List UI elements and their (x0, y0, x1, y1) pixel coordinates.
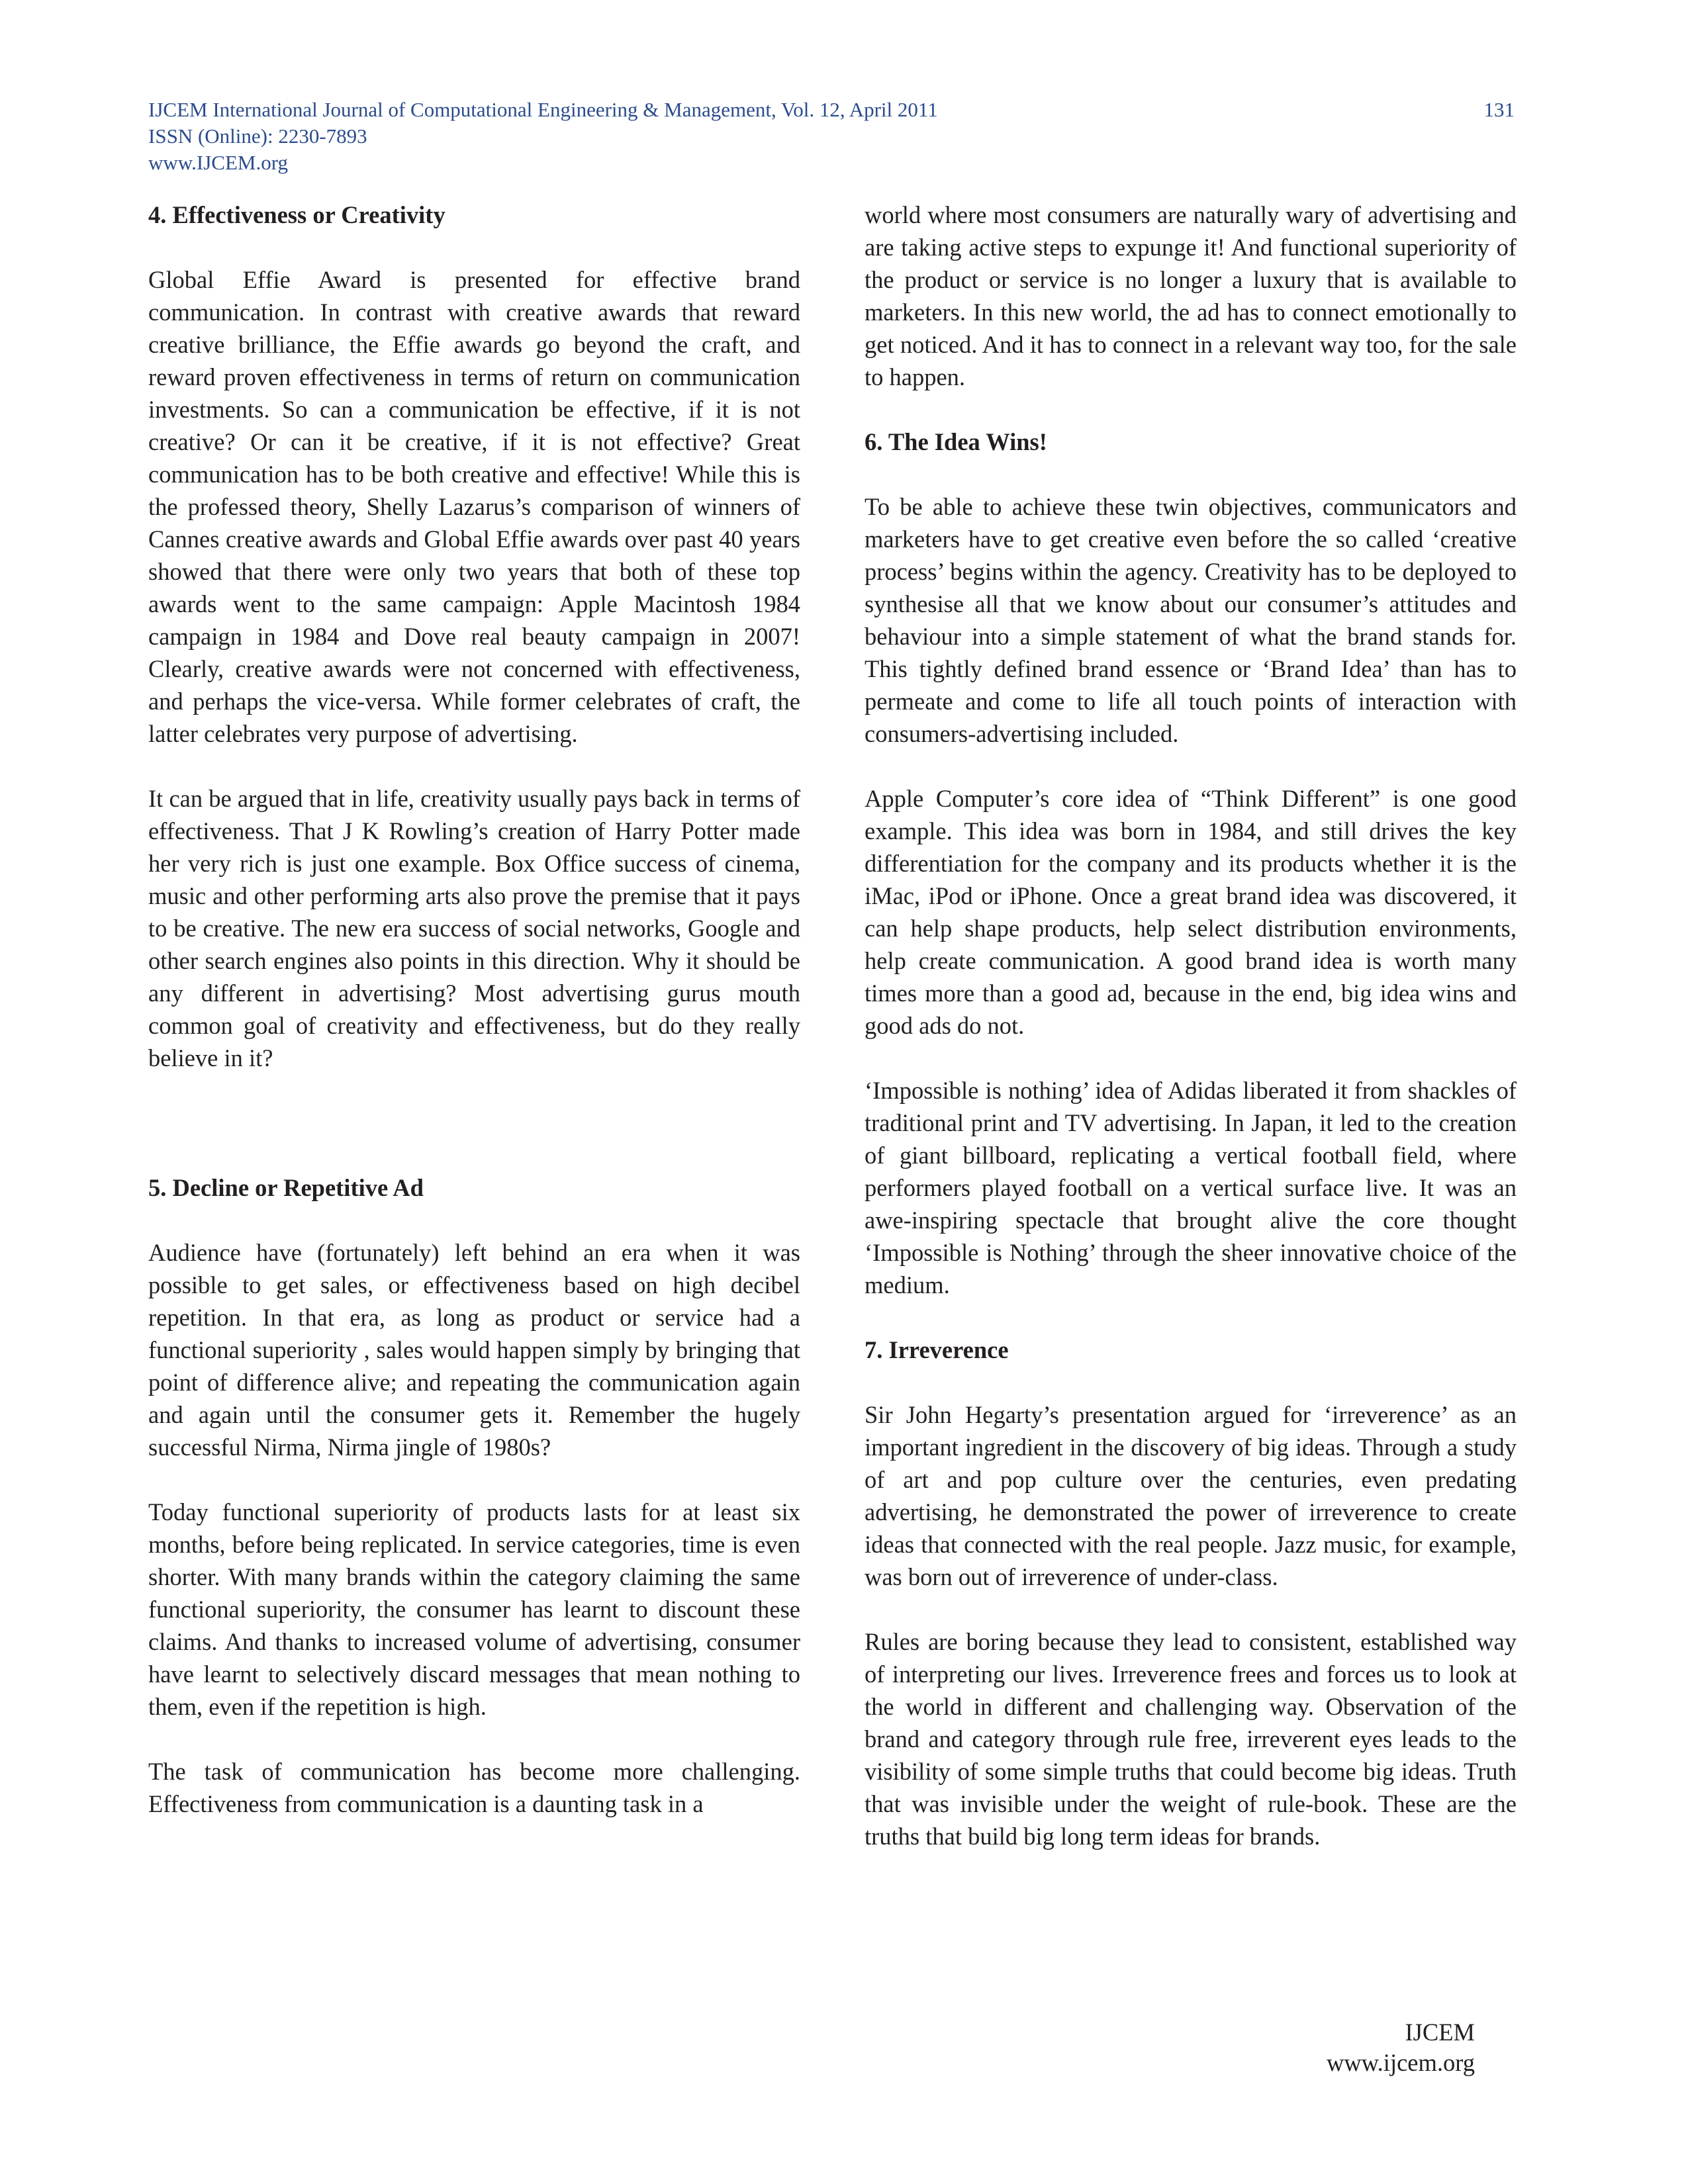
section-4-paragraph-1: Global Effie Award is presented for effective brand communication. In contrast with creative awards that reward creative brilliance, the Effie awards go beyond the craft, and reward proven effectiveness in terms of return on communication investments. So can a communication be effective, if it is not creative? Or can it be creative, if it is not effective? Great communication has to be both creative and effective! While this is the professed theory, Shelly Lazarus’s comparison of winners of Cannes creative awards and Global Effie awards over past 40 years showed that there were only two years that both of these top awards went to the same campaign: Apple Macintosh 1984 campaign in 1984 and Dove real beauty campaign in 2007! Clearly, creative awards were not concerned with effectiveness, and perhaps the vice-versa. While former celebrates of craft, the latter celebrates very purpose of advertising. (148, 266, 800, 747)
section-5-paragraph-2: Today functional superiority of products lasts for at least six months, before being replicated. In service categories, time is even shorter. With many brands within the category claiming the same functional superiority, the consumer has learnt to discount these claims. And thanks to increased volume of advertising, consumer have learnt to selectively discard messages that mean nothing to them, even if the repetition is high. (148, 1498, 800, 1720)
website-line[interactable]: www.IJCEM.org (148, 151, 288, 174)
section-5-heading: 5. Decline or Repetitive Ad (148, 1174, 424, 1201)
issn-line: ISSN (Online): 2230-7893 (148, 124, 367, 148)
page-number: 131 (1483, 98, 1515, 121)
section-6-paragraph-3: ‘Impossible is nothing’ idea of Adidas liberated it from shackles of traditional print and TV advertising. In Japan, it led to the creation of giant billboard, replicating a vertical football field, where performers played football on a vertical surface live. It was an awe-inspiring spectacle that brought alive the core thought ‘Impossible is Nothing’ through the sheer innovative choice of the medium. (865, 1077, 1517, 1298)
running-header (148, 97, 1515, 176)
section-6-heading: 6. The Idea Wins! (865, 428, 1047, 455)
footer-website[interactable]: www.ijcem.org (1326, 2049, 1475, 2076)
section-6-paragraph-1: To be able to achieve these twin objectives, communicators and marketers have to get creative even before the so called ‘creative process’ begins within the agency. Creativity has to be deployed to synthesise all that we know about our consumer’s attitudes and behaviour into a simple statement of what the brand stands for. This tightly defined brand essence or ‘Brand Idea’ than has to permeate and come to life all touch points of interaction with consumers-advertising included. (865, 493, 1517, 747)
section-5-paragraph-3: The task of communication has become more challenging. Effectiveness from communication is a daunting task in a (148, 1758, 800, 1817)
section-4-heading: 4. Effectiveness or Creativity (148, 201, 445, 228)
section-7-paragraph-1: Sir John Hegarty’s presentation argued for ‘irreverence’ as an important ingredient in the discovery of big ideas. Through a study of art and pop culture over the centuries, even predating advertising, he demonstrated the power of irreverence to create ideas that connected with the real people. Jazz music, for example, was born out of irreverence of under-class. (865, 1401, 1517, 1590)
right-column (865, 199, 1517, 1885)
section-5-paragraph-1: Audience have (fortunately) left behind an era when it was possible to get sales, or effectiveness based on high decibel repetition. In that era, as long as product or service had a functional superiority , sales would happen simply by bringing that point of difference alive; and repeating the communication again and again until the consumer gets it. Remember the hugely successful Nirma, Nirma jingle of 1980s? (148, 1239, 800, 1461)
journal-title-line: IJCEM International Journal of Computational Engineering & Management, Vol. 12, April 2011 (148, 98, 938, 121)
page-footer (1327, 2017, 1475, 2078)
section-6-paragraph-2: Apple Computer’s core idea of “Think Different” is one good example. This idea was born in 1984, and still drives the key differentiation for the company and its products whether it is the iMac, iPod or iPhone. Once a great brand idea was discovered, it can help shape products, help select distribution environments, help create communication. A good brand idea is worth many times more than a good ad, because in the end, big idea wins and good ads do not. (865, 785, 1517, 1039)
section-spacer (148, 1107, 800, 1171)
section-7-heading: 7. Irreverence (865, 1336, 1009, 1363)
section-4-paragraph-2: It can be argued that in life, creativity usually pays back in terms of effectiveness. That J K Rowling’s creation of Harry Potter made her very rich is just one example. Box Office success of cinema, music and other performing arts also prove the premise that it pays to be creative. The new era success of social networks, Google and other search engines also points in this direction. Why it should be any different in advertising? Most advertising gurus mouth common goal of creativity and effectiveness, but do they really believe in it? (148, 785, 800, 1071)
section-5-paragraph-3-continued: world where most consumers are naturally wary of advertising and are taking active steps to expunge it! And functional superiority of the product or service is no longer a luxury that is available to marketers. In this new world, the ad has to connect emotionally to get noticed. And it has to connect in a relevant way too, for the sale to happen. (865, 201, 1517, 390)
section-7-paragraph-2: Rules are boring because they lead to consistent, established way of interpreting our lives. Irreverence frees and forces us to look at the world in different and challenging way. Observation of the brand and category through rule free, irreverent eyes leads to the visibility of some simple truths that could become big ideas. Truth that was invisible under the weight of rule-book. These are the truths that build big long term ideas for brands. (865, 1628, 1517, 1850)
footer-journal-abbr: IJCEM (1405, 2019, 1475, 2046)
left-column (148, 199, 800, 1852)
